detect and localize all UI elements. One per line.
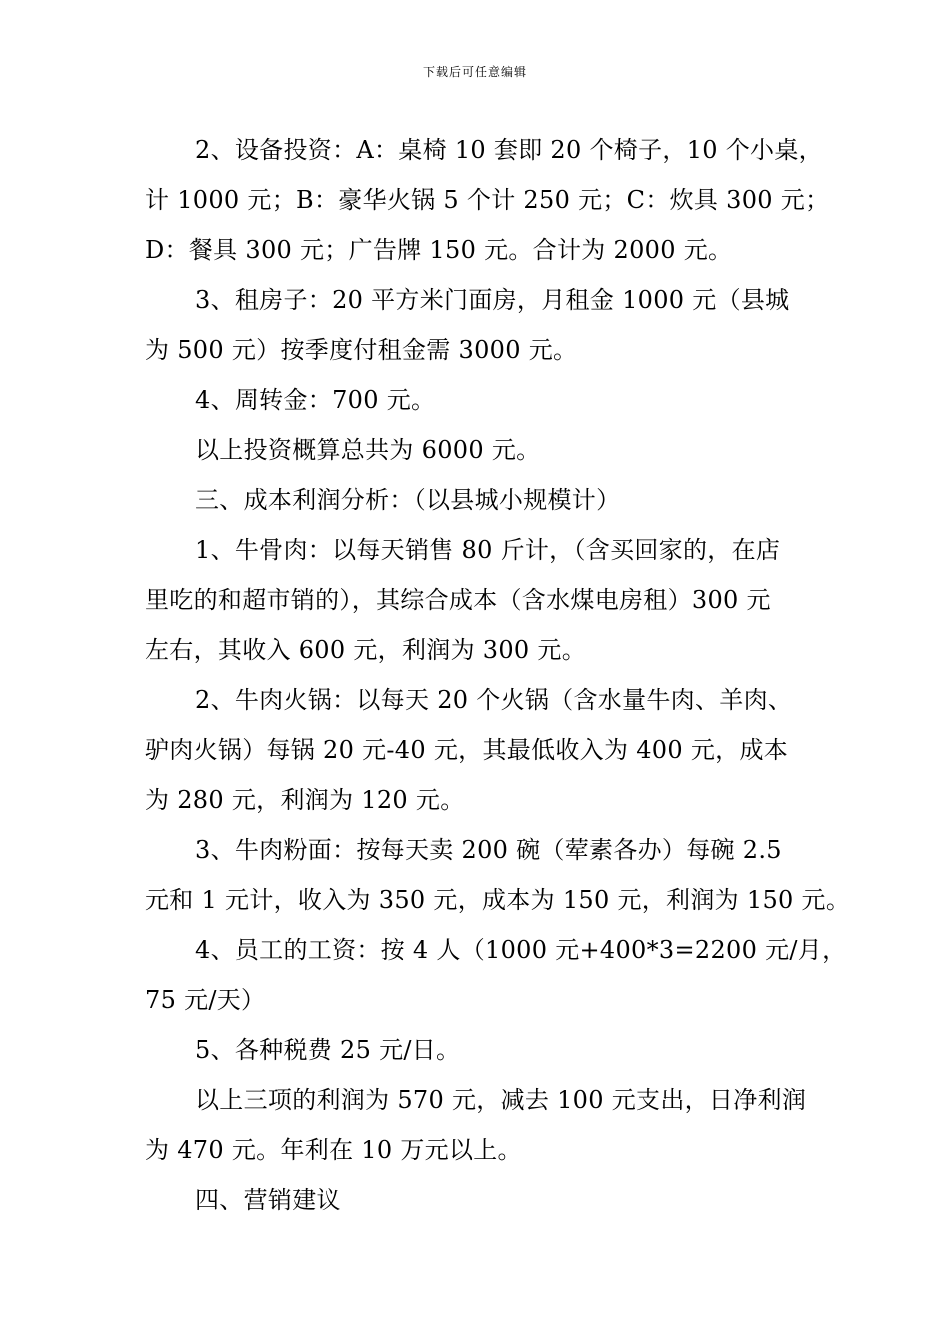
text-line: 左右，其收入 600 元，利润为 300 元。 [145,636,587,664]
document-body [145,125,851,1225]
text-line: 4、周转金：700 元。 [195,386,436,414]
text-line: 计 1000 元；B：豪华火锅 5 个计 250 元；C：炊具 300 元； [145,186,830,214]
text-line: 2、牛肉火锅：以每天 20 个火锅（含水量牛肉、羊肉、 [195,686,793,714]
text-line: 2、设备投资：A：桌椅 10 套即 20 个椅子，10 个小桌， [195,136,823,164]
text-line: 4、员工的工资：按 4 人（1000 元+400*3=2200 元/月， [195,936,847,964]
text-line: 驴肉火锅）每锅 20 元-40 元，其最低收入为 400 元，成本 [145,736,789,764]
text-line: 为 500 元）按季度付租金需 3000 元。 [145,336,578,364]
text-line: 5、各种税费 25 元/日。 [195,1036,461,1064]
text-line: 四、营销建议 [195,1186,341,1214]
text-line: 以上投资概算总共为 6000 元。 [195,436,541,464]
text-line: 为 280 元，利润为 120 元。 [145,786,465,814]
text-line: 里吃的和超市销的），其综合成本（含水煤电房租）300 元 [145,586,771,614]
text-line: 1、牛骨肉：以每天销售 80 斤计，（含买回家的，在店 [195,536,781,564]
page-header-note: 下载后可任意编辑 [422,65,527,79]
text-line: 3、租房子：20 平方米门面房，月租金 1000 元（县城 [195,286,790,314]
text-line: 元和 1 元计，收入为 350 元，成本为 150 元，利润为 150 元。 [145,886,851,914]
text-line: 三、成本利润分析：（以县城小规模计） [195,486,621,514]
text-line: D：餐具 300 元；广告牌 150 元。合计为 2000 元。 [145,236,733,264]
text-line: 75 元/天） [145,986,266,1014]
text-line: 为 470 元。年利在 10 万元以上。 [145,1136,522,1164]
text-line: 以上三项的利润为 570 元，减去 100 元支出，日净利润 [195,1086,807,1114]
text-line: 3、牛肉粉面：按每天卖 200 碗（荤素各办）每碗 2.5 [195,836,782,864]
